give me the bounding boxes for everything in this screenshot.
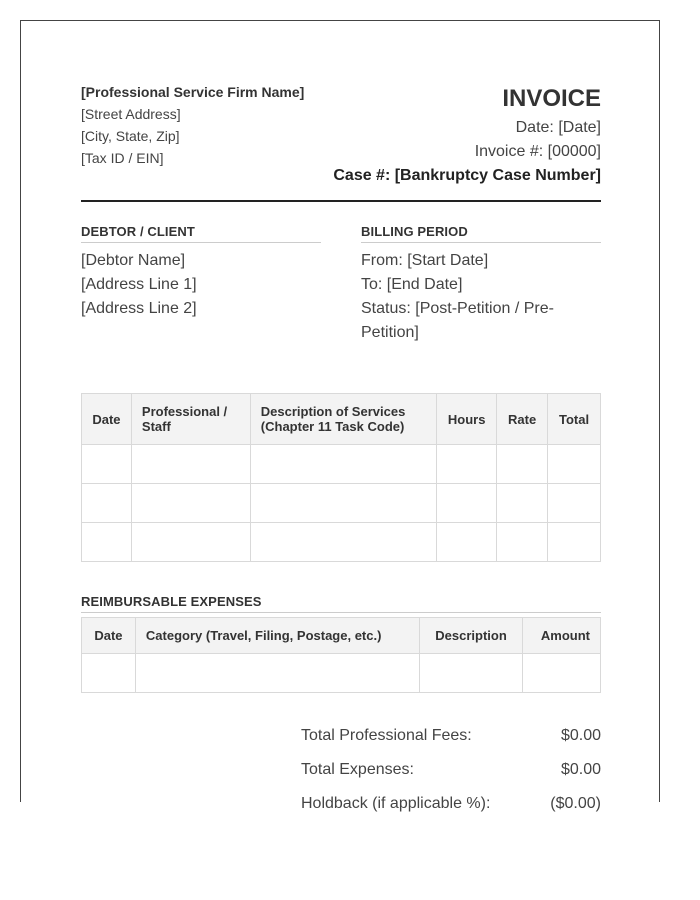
holdback-value: ($0.00) [550, 795, 601, 812]
total-expenses-row [301, 761, 601, 795]
firm-city: [City, State, Zip] [81, 128, 180, 144]
table-cell[interactable] [131, 445, 250, 484]
debtor-label: DEBTOR / CLIENT [81, 224, 321, 243]
table-cell[interactable] [82, 523, 132, 562]
total-expenses-label: Total Expenses: [301, 761, 414, 778]
debtor-block [81, 224, 321, 321]
debtor-address-2: [Address Line 2] [81, 300, 197, 317]
invoice-page [20, 20, 660, 812]
table-cell[interactable] [437, 484, 497, 523]
billing-to: To: [End Date] [361, 276, 463, 293]
expenses-label-block [81, 594, 601, 613]
firm-tax-id: [Tax ID / EIN] [81, 150, 164, 166]
table-cell[interactable] [437, 445, 497, 484]
expenses-label: REIMBURSABLE EXPENSES [81, 594, 601, 613]
services-section [81, 393, 601, 562]
table-cell[interactable] [82, 445, 132, 484]
billing-from: From: [Start Date] [361, 252, 489, 269]
table-cell[interactable] [548, 523, 601, 562]
col-rate: Rate [497, 394, 548, 445]
services-table [81, 393, 601, 562]
invoice-meta [333, 85, 601, 188]
firm-street: [Street Address] [81, 106, 181, 122]
debtor-address-1: [Address Line 1] [81, 276, 197, 293]
expenses-table [81, 617, 601, 693]
invoice-date: Date: [Date] [515, 119, 601, 136]
table-cell[interactable] [497, 484, 548, 523]
debtor-name: [Debtor Name] [81, 252, 186, 269]
expenses-section [81, 617, 601, 693]
table-cell[interactable] [420, 654, 523, 693]
billing-label: BILLING PERIOD [361, 224, 601, 243]
billing-status: Status: [Post-Petition / Pre-Petition] [361, 300, 554, 341]
total-fees-row [301, 727, 601, 761]
table-cell[interactable] [250, 484, 436, 523]
table-row [82, 484, 601, 523]
table-cell[interactable] [497, 523, 548, 562]
table-cell[interactable] [548, 484, 601, 523]
col-date: Date [82, 394, 132, 445]
table-cell[interactable] [497, 445, 548, 484]
table-cell[interactable] [250, 445, 436, 484]
table-cell[interactable] [135, 654, 419, 693]
expenses-header-row [82, 618, 601, 654]
table-row [82, 445, 601, 484]
total-fees-value: $0.00 [560, 727, 601, 744]
col-description: Description of Services (Chapter 11 Task Code) [250, 394, 436, 445]
services-header-row [82, 394, 601, 445]
table-cell[interactable] [523, 654, 601, 693]
holdback-row [301, 795, 601, 829]
case-number: Case #: [Bankruptcy Case Number] [333, 167, 601, 184]
billing-block [361, 224, 601, 345]
table-cell[interactable] [548, 445, 601, 484]
invoice-content [81, 81, 601, 812]
invoice-header [81, 81, 601, 202]
invoice-title: INVOICE [502, 85, 601, 112]
col-hours: Hours [437, 394, 497, 445]
info-section [81, 224, 601, 374]
firm-block [81, 81, 304, 169]
exp-col-amount: Amount [523, 618, 601, 654]
firm-name: [Professional Service Firm Name] [81, 84, 305, 100]
table-cell[interactable] [131, 523, 250, 562]
table-row [82, 654, 601, 693]
table-row [82, 523, 601, 562]
col-total: Total [548, 394, 601, 445]
invoice-number: Invoice #: [00000] [474, 143, 601, 160]
table-cell[interactable] [82, 654, 136, 693]
total-expenses-value: $0.00 [560, 761, 601, 778]
holdback-label: Holdback (if applicable %): [301, 795, 491, 812]
totals-block [301, 727, 601, 829]
table-cell[interactable] [82, 484, 132, 523]
exp-col-category: Category (Travel, Filing, Postage, etc.) [135, 618, 419, 654]
table-cell[interactable] [437, 523, 497, 562]
col-staff: Professional / Staff [131, 394, 250, 445]
total-fees-label: Total Professional Fees: [301, 727, 472, 744]
table-cell[interactable] [250, 523, 436, 562]
exp-col-description: Description [420, 618, 523, 654]
exp-col-date: Date [82, 618, 136, 654]
table-cell[interactable] [131, 484, 250, 523]
